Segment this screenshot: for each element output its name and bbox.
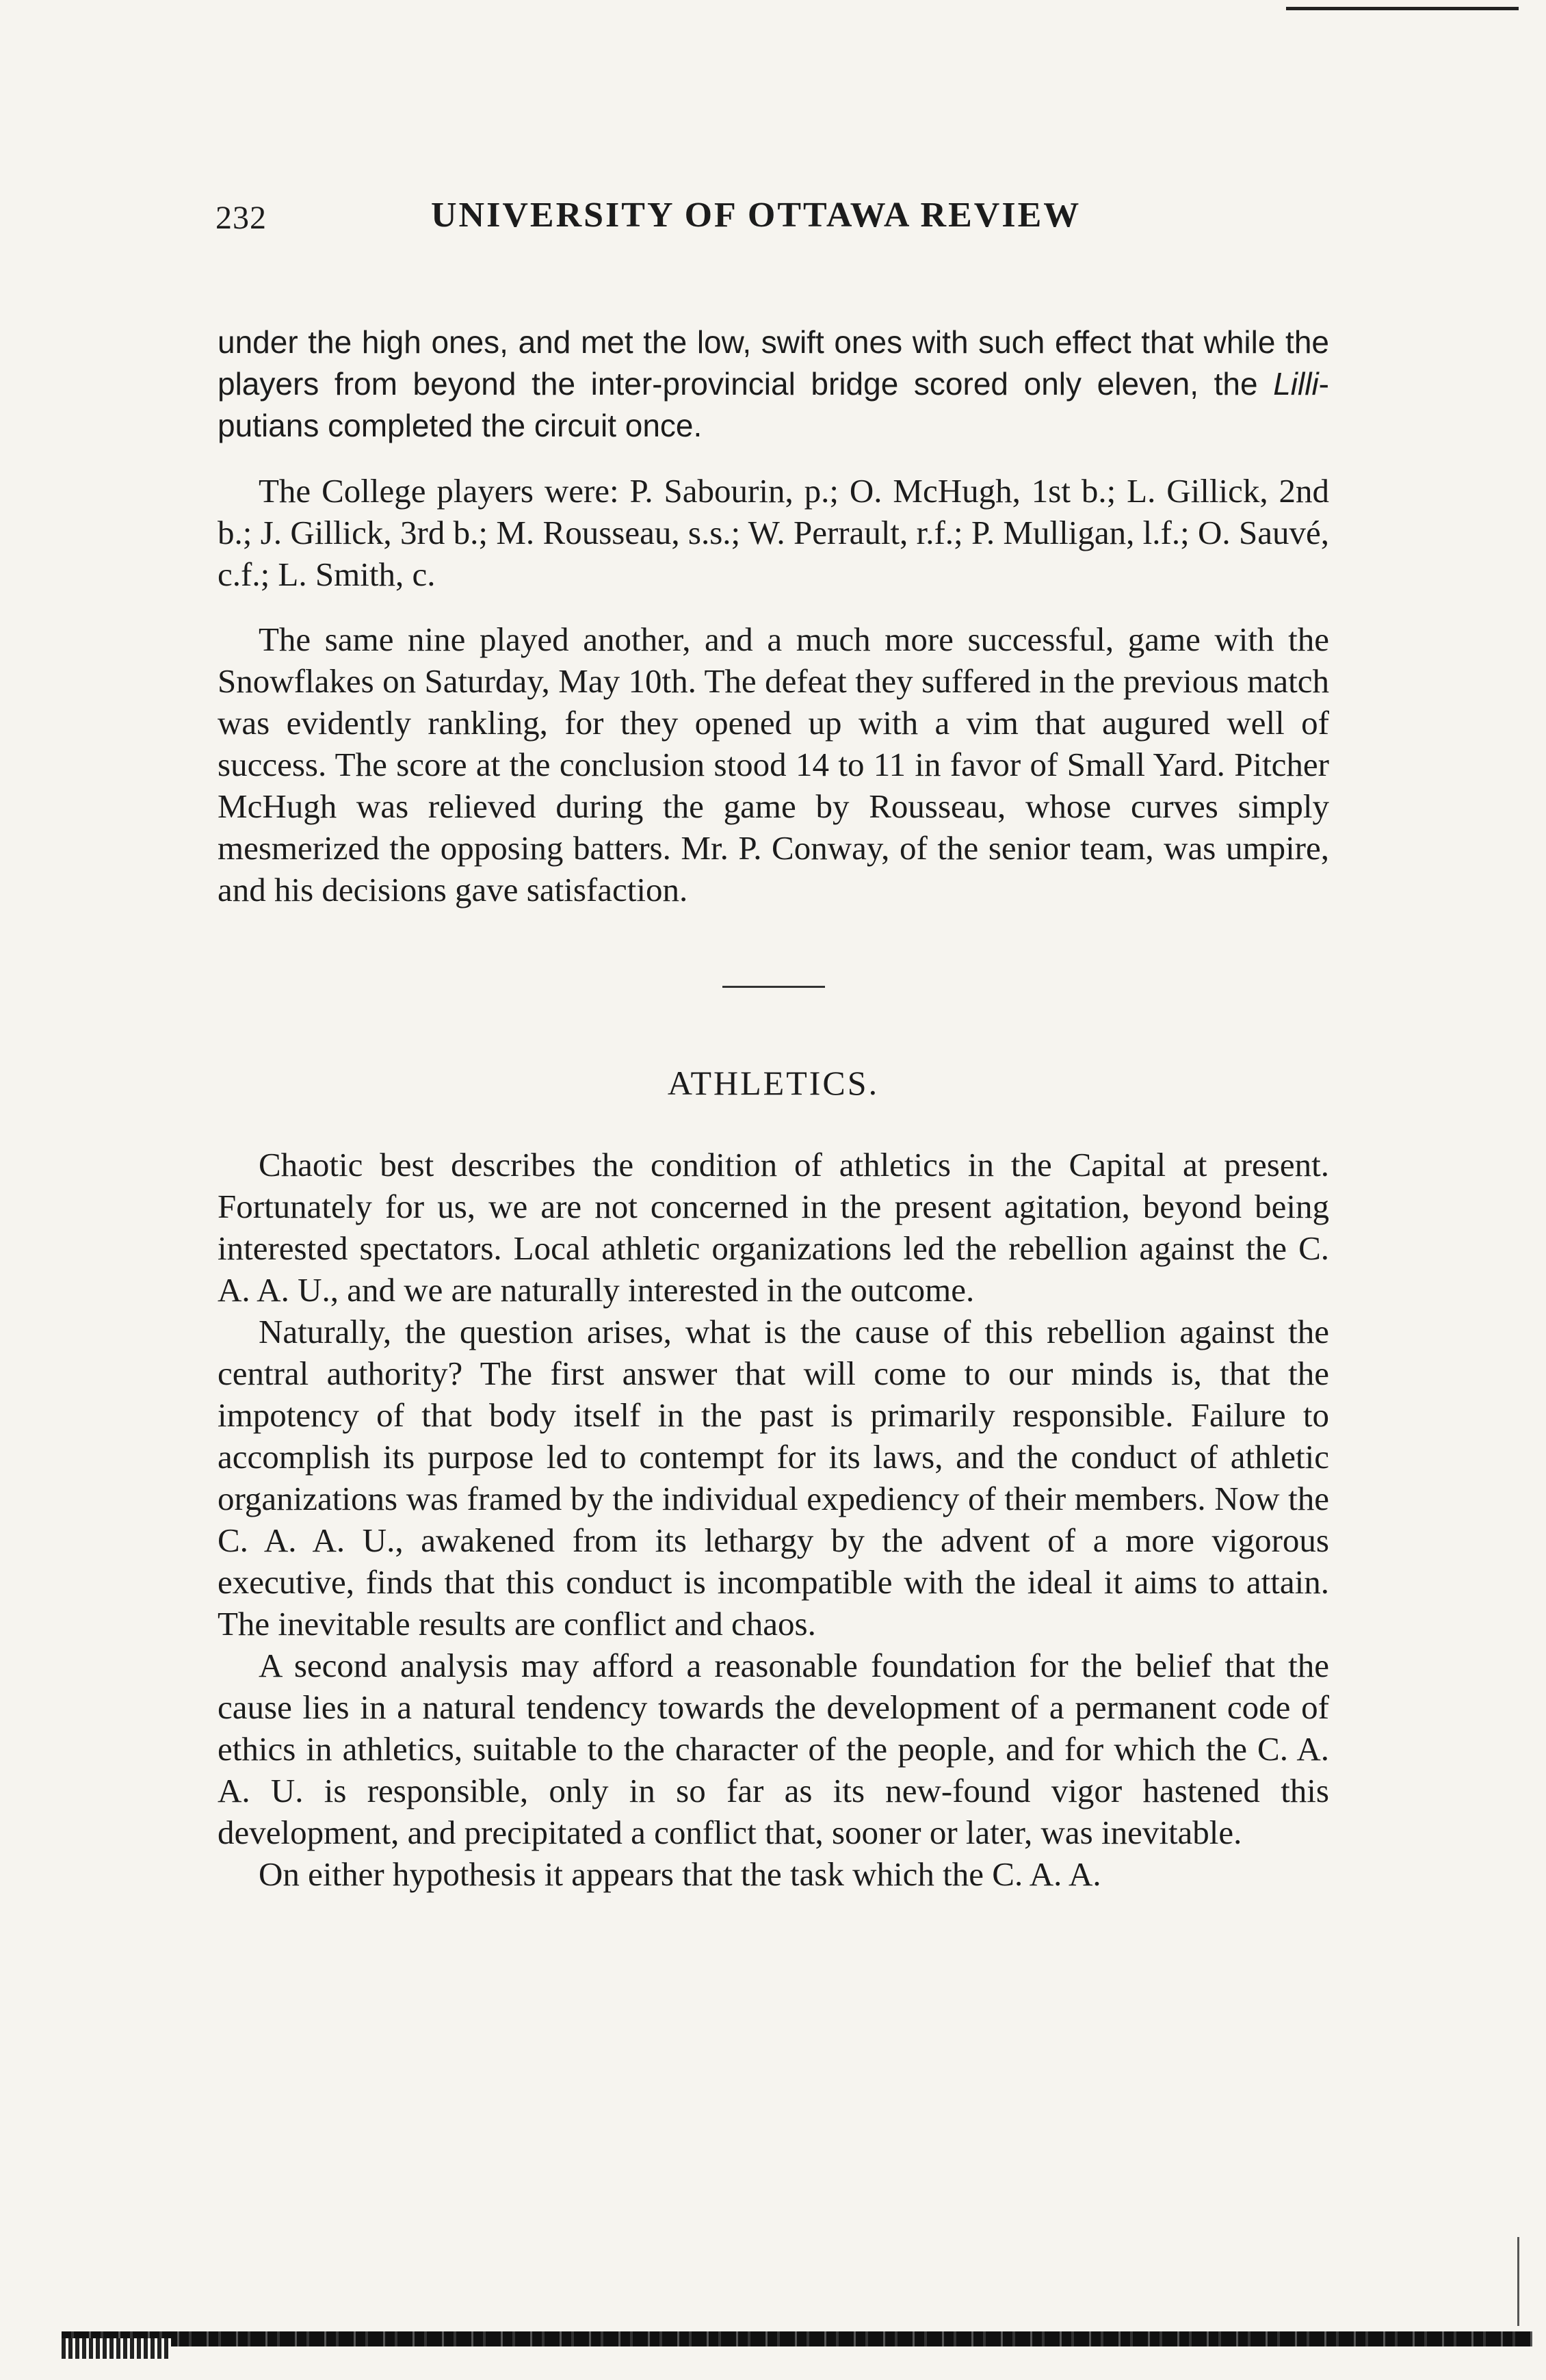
paragraph-baseball-game-1 — [218, 322, 1329, 447]
paragraph-athletics-4: On either hypothesis it appears that the task which the C. A. A. — [259, 1855, 1101, 1893]
italic-text: Lilli — [1273, 366, 1319, 402]
paragraph-athletics-1: Chaotic best describes the condition of athletics in the Capital at present. Fortunately for us, we are not concerned in the present agitation, beyond being interested spectators. Local athletic organizations led the rebellion against the C. A. A. U., and we are naturally interested in the outcome. — [218, 1146, 1329, 1309]
paragraph-athletics-2: Naturally, the question arises, what is the cause of this rebellion against the central authority? The first answer that will come to our minds is, that the impotency of that body itself in the past is primarily responsible. Failure to accomplish its purpose led to contempt for its laws, and the conduct of athletic organizations was framed by the individual expediency of their members. Now the C. A. A. U., awakened from its lethargy by the advent of a more vigorous executive, finds that this conduct is incompatible with the ideal it aims to attain. The inevitable results are conflict and chaos. — [218, 1313, 1329, 1643]
edge-mark — [1517, 2237, 1519, 2326]
section-heading-athletics: ATHLETICS. — [667, 1064, 880, 1102]
paragraph-text: under the high ones, and met the low, swift ones with such effect that while the players from beyond the inter-provincial bridge scored only eleven, the — [218, 324, 1329, 402]
journal-title: UNIVERSITY OF OTTAWA REVIEW — [431, 196, 1082, 235]
scan-edge-bar — [62, 2331, 1532, 2346]
paragraph-college-players: The College players were: P. Sabourin, p.; O. McHugh, 1st b.; L. Gillick, 2nd b.; J. Gillick, 3rd b.; M. Rousseau, s.s.; W. Perrault, r.f.; P. Mulligan, l.f.; O. Sauvé, c.f.; L. Smith, c. — [218, 472, 1329, 593]
top-edge-rule — [1286, 7, 1519, 10]
paragraph-snowflakes-game: The same nine played another, and a much more successful, game with the Snowflakes on Saturday, May 10th. The defeat they suffered in the previous match was evidently rankling, for they opened up with a vim that augured well of success. The score at the conclusion stood 14 to 11 in favor of Small Yard. Pitcher McHugh was relieved during the game by Rousseau, whose curves simply mesmerized the opposing batters. Mr. P. Conway, of the senior team, was umpire, and his decisions gave satisfaction. — [218, 620, 1329, 908]
running-head — [215, 195, 1331, 243]
page-body — [218, 322, 1329, 1895]
scan-edge-bar-left — [62, 2338, 171, 2359]
page-number: 232 — [215, 200, 267, 236]
paragraph-athletics-3: A second analysis may afford a reasonable foundation for the belief that the cause lies in a natural tendency towards the development of a permanent code of ethics in athletics, suitable to the character of the people, and for which the C. A. A. U. is responsible, only in so far as its new-found vigor hastened this development, and precipitated a conflict that, sooner or later, was inevitable. — [218, 1647, 1329, 1851]
section-divider — [722, 986, 825, 988]
paragraph-text: -putians completed the circuit once. — [218, 366, 1329, 443]
